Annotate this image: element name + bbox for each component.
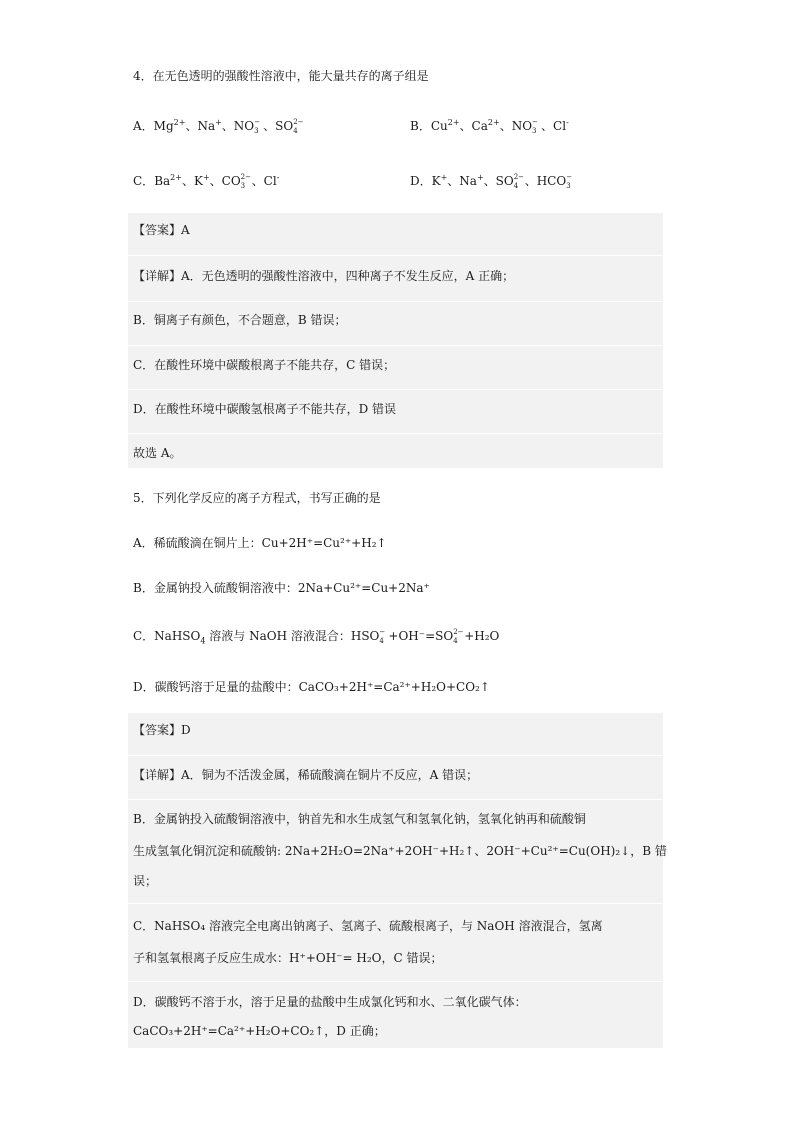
q4-answer: 【答案】A [133, 223, 190, 237]
q4-option-d: D．K+、Na+、SO 2− 4 、HCO − 3 [410, 172, 573, 190]
divider [128, 903, 663, 904]
q5-detail-6: 子和氢氧根离子反应生成水：H⁺+OH⁻= H₂O，C 错误； [133, 951, 443, 965]
q4-detail-5: 故选 A。 [133, 446, 182, 460]
divider [128, 755, 663, 756]
q5-option-c: C．NaHSO$_4$ 溶液与 NaOH 溶液混合：HSO − 4 +OH⁻=SO 2− 4 +H₂O [133, 627, 500, 646]
q4-option-c: C．$Ba^{2+}$、K+、CO 2− 3 、Cl- [133, 172, 280, 190]
q5-answer-block [128, 713, 667, 1048]
q4-detail-4: D．在酸性环境中碳酸氢根离子不能共存，D 错误 [133, 402, 397, 416]
q5-answer: 【答案】D [133, 723, 191, 737]
q5-option-d: D．碳酸钙溶于足量的盐酸中：CaCO₃+2H⁺=Ca²⁺+H₂O+CO₂↑ [133, 680, 490, 694]
q5-option-b: B．金属钠投入硫酸铜溶液中：2Na+Cu²⁺=Cu+2Na⁺ [133, 581, 430, 595]
question-4-stem: 4．在无色透明的强酸性溶液中，能大量共存的离子组是 [133, 69, 429, 83]
q5-detail-4: 误； [133, 874, 158, 888]
q4-answer-block [128, 213, 663, 468]
divider [128, 799, 663, 800]
q4-option-a: A．$Mg^{2+}$、Na+、NO − 3 、SO 2− 4 [133, 117, 304, 135]
divider [128, 301, 663, 302]
q4-option-b: B．$Cu^{2+}$、$Ca^{2+}$、NO − 3 、Cl- [410, 117, 569, 135]
divider [128, 433, 663, 434]
q5-detail-5: C．NaHSO₄ 溶液完全电离出钠离子、氢离子、硫酸根离子，与 NaOH 溶液混合，氢离 [133, 919, 603, 933]
question-5-stem: 5．下列化学反应的离子方程式，书写正确的是 [133, 491, 381, 505]
divider [128, 981, 663, 982]
q5-detail-7: D．碳酸钙不溶于水，溶于足量的盐酸中生成氯化钙和水、二氧化碳气体： [133, 995, 527, 1009]
q4-detail-2: B．铜离子有颜色，不合题意，B 错误； [133, 313, 347, 327]
q5-detail-8: CaCO₃+2H⁺=Ca²⁺+H₂O+CO₂↑，D 正确； [133, 1024, 386, 1038]
q5-detail-2: B．金属钠投入硫酸铜溶液中，钠首先和水生成氢气和氢氧化钠，氢氧化钠再和硫酸铜 [133, 812, 586, 826]
q5-option-a: A．稀硫酸滴在铜片上：Cu+2H⁺=Cu²⁺+H₂↑ [133, 536, 387, 550]
q5-detail-1: 【详解】A．铜为不活泼金属，稀硫酸滴在铜片不反应，A 错误； [133, 768, 479, 782]
q4-detail-1: 【详解】A．无色透明的强酸性溶液中，四种离子不发生反应，A 正确； [133, 269, 515, 283]
divider [128, 345, 663, 346]
q4-detail-3: C．在酸性环境中碳酸根离子不能共存，C 错误； [133, 358, 396, 372]
divider [128, 389, 663, 390]
divider [128, 255, 663, 256]
q5-detail-3: 生成氢氧化铜沉淀和硫酸钠: 2Na+2H₂O=2Na⁺+2OH⁻+H₂↑、2OH⁻+Cu²⁺=Cu(OH)₂↓，B 错 [133, 844, 667, 858]
